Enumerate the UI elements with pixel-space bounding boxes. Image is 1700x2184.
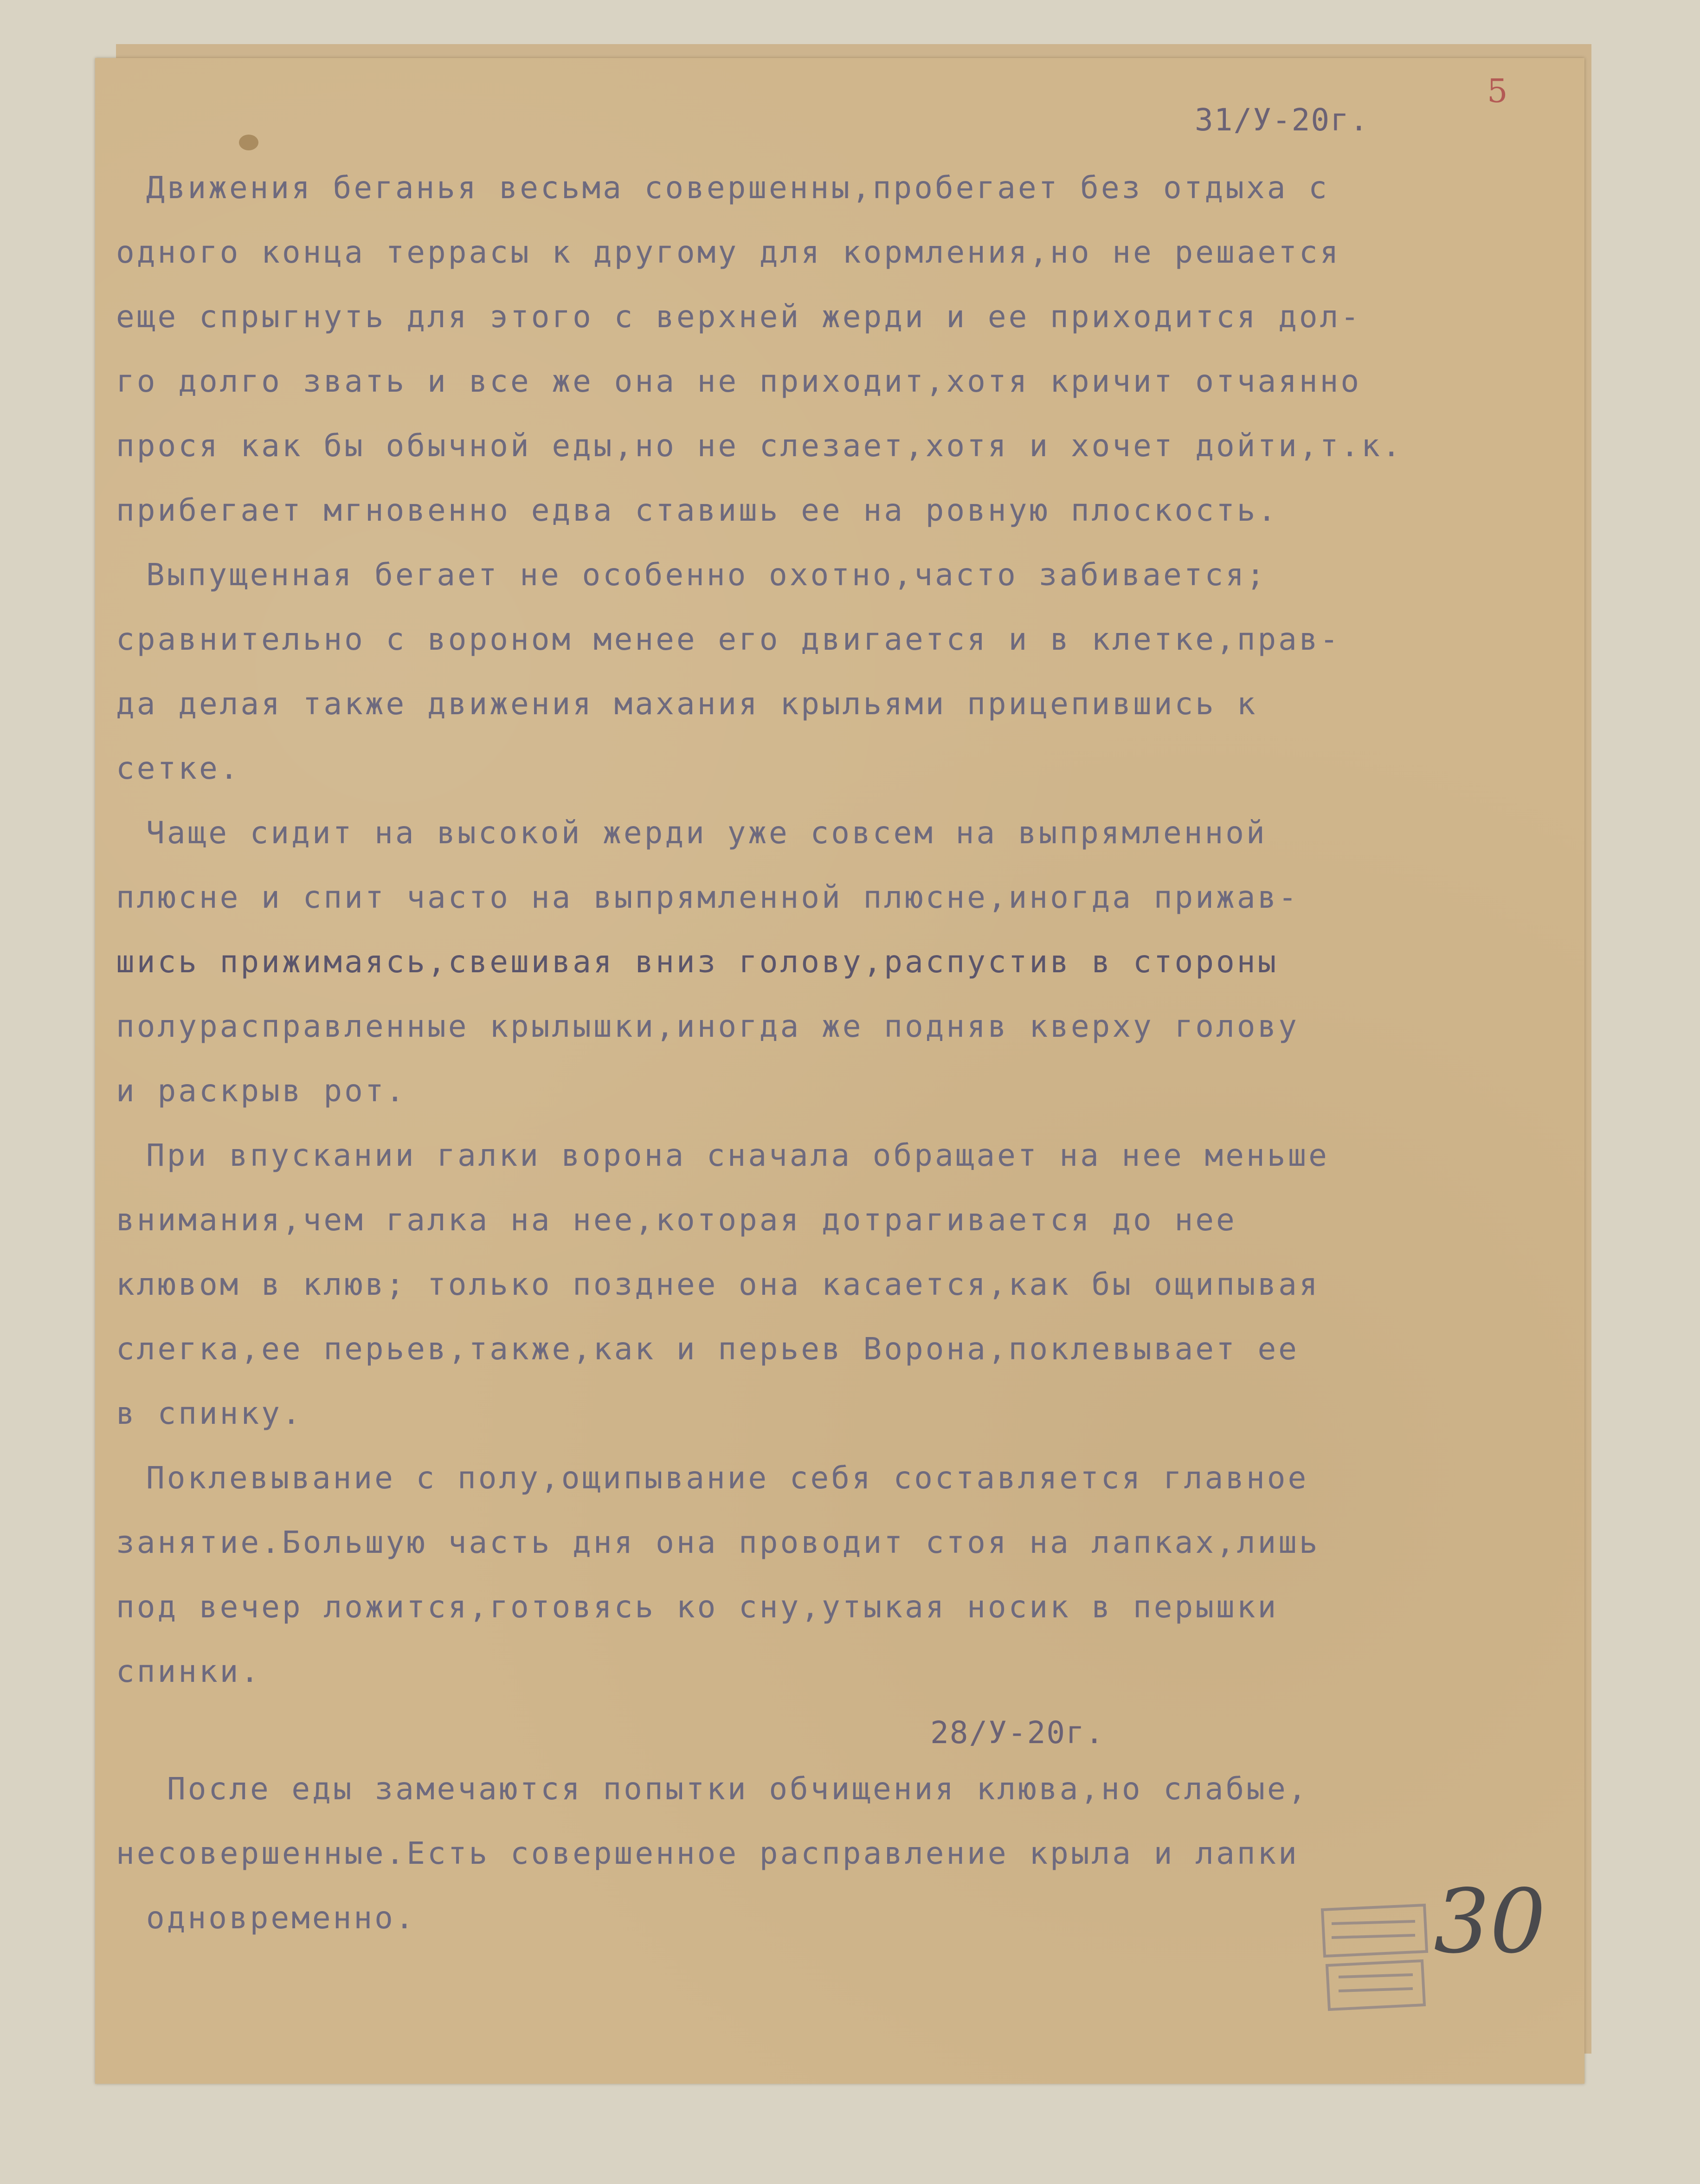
entry-date: 28/У-20г. bbox=[930, 1715, 1105, 1751]
corner-mark: 5 bbox=[1487, 72, 1508, 110]
text-line: спинки. bbox=[116, 1654, 262, 1689]
text-line: Движения беганья весьма совершенны,пробегает без отдыха с bbox=[146, 170, 1329, 206]
document-page bbox=[95, 58, 1584, 2084]
text-line: прибегает мгновенно едва ставишь ее на ровную плоскость. bbox=[116, 492, 1279, 528]
text-line: После еды замечаются попытки обчищения клюва,но слабые, bbox=[167, 1771, 1309, 1807]
text-line: полурасправленные крылышки,иногда же подняв кверху голову bbox=[116, 1008, 1299, 1044]
text-line: прося как бы обычной еды,но не слезает,хотя и хочет дойти,т.к. bbox=[116, 428, 1403, 464]
text-line: занятие.Большую часть дня она проводит стоя на лапках,лишь bbox=[116, 1525, 1320, 1560]
text-line: го долго звать и все же она не приходит,хотя кричит отчаянно bbox=[116, 363, 1362, 399]
text-line: слегка,ее перьев,также,как и перьев Ворона,поклевывает ее bbox=[116, 1331, 1299, 1367]
ink-smudge bbox=[239, 135, 258, 150]
text-line: несовершенные.Есть совершенное расправление крыла и лапки bbox=[116, 1835, 1299, 1871]
text-line: При впускании галки ворона сначала обращает на нее меньше bbox=[146, 1137, 1329, 1173]
entry-text bbox=[116, 155, 1536, 1704]
text-line: Чаще сидит на высокой жерди уже совсем на выпрямленной bbox=[146, 815, 1267, 851]
text-line: шись прижимаясь,свешивая вниз голову,распустив в стороны bbox=[116, 944, 1279, 980]
text-line: одновременно. bbox=[146, 1900, 416, 1936]
text-line: плюсне и спит часто на выпрямленной плюсне,иногда прижав- bbox=[116, 879, 1299, 915]
text-line: Поклевывание с полу,ощипывание себя составляется главное bbox=[146, 1460, 1309, 1496]
text-line: и раскрыв рот. bbox=[116, 1073, 407, 1109]
archive-stamp bbox=[1313, 1896, 1434, 2016]
text-line: клювом в клюв; только позднее она касается,как бы ощипывая bbox=[116, 1266, 1320, 1302]
text-line: под вечер ложится,готовясь ко сну,утыкая носик в перышки bbox=[116, 1589, 1279, 1625]
text-line: еще спрыгнуть для этого с верхней жерди и ее приходится дол- bbox=[116, 299, 1362, 335]
text-line: сетке. bbox=[116, 750, 241, 786]
text-line: одного конца террасы к другому для кормления,но не решается bbox=[116, 234, 1341, 270]
entry-date: 31/У-20г. bbox=[1195, 102, 1369, 138]
text-line: в спинку. bbox=[116, 1396, 303, 1431]
text-line: сравнительно с вороном менее его двигается и в клетке,прав- bbox=[116, 621, 1341, 657]
archive-number: 30 bbox=[1434, 1870, 1546, 1973]
text-line: Выпущенная бегает не особенно охотно,часто забивается; bbox=[146, 557, 1267, 593]
text-line: внимания,чем галка на нее,которая дотрагивается до нее bbox=[116, 1202, 1237, 1238]
text-line: да делая также движения махания крыльями прицепившись к bbox=[116, 686, 1258, 722]
